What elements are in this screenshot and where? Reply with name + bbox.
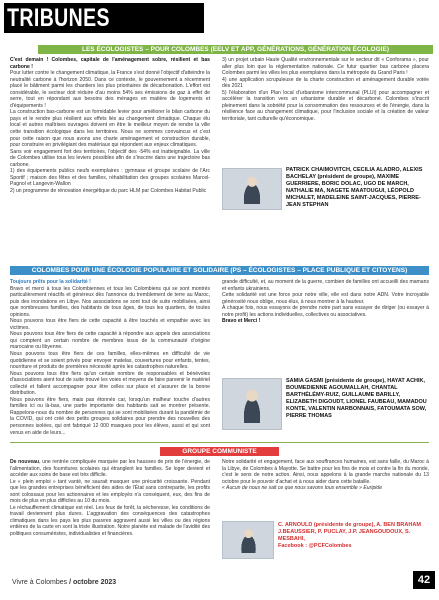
section2-right-paragraph-4: Bravo et Merci ! [222,318,261,325]
section1-left-paragraph-3: Sans voir engagement fort des territoires, l'objectif des -54% est inatteignable. La ville de Colombes utilise tous les leviers possibles afin de s'inscrire dans une trajectoire bas carbone. [10,148,210,168]
section-divider [10,442,429,443]
section1-right-paragraph-3: 5) l'élaboration d'un Plan local d'urbanisme intercommunal (PLUi) pour accompagner et accélérer la transition vers un urbanisme durable et décarboné. Colombes s'inscrit pleinement dans la sobriété pour la consommation des ressources et de l'énergie, dans la résilience face au changement climatique, pour l'inclusion sociale et la création de valeur territoriale, tant culturelle qu'économique. [222,89,429,122]
person-silhouette-icon [239,174,266,204]
section1-right-column [222,57,429,122]
section2-left-paragraph-3: Nous pouvons tous être fiers de cette capacité à répondre aux appels des associations qui comptent un certain nombre de membres issus de la communauté d'origine marocaine ou libyenne. [10,331,210,351]
section3-left-column [10,459,210,538]
footer-issue: / octobre 2023 [67,579,117,586]
section3-signature [278,522,430,550]
footer-magazine [12,579,116,586]
section3-signature-line-1: C. ARNOULD (présidente de groupe), A. BEN BRAHAM [278,522,421,528]
section1-signature: PATRICK CHAIMOVITCH, CECILIA ALADRO, ALEXIS BACHELAY (président de groupe), MAXIME GUERRIERE, BORIC DOLAC, UGO DE MARCH, NATHALIE MA, NAGETE MAATOUGUI, LÉOPOLD MICHALET, MADELEINE SAINT-JACQUES, PIERRE-JEAN STEPHAN [286,167,423,208]
section2-left-paragraph-5: Nous pouvons tous être fiers qu'un certain nombre de responsables et bénévoles d'associations aient tout de suite trouvé les voies et moyens de faire parvenir le matériel collecté et fallent accompagner pour être celles sur place et s'assurer de la bonne distribution. [10,370,210,397]
footer-magazine-name: Vivre à Colombes [12,579,68,586]
person-silhouette-icon [239,386,266,423]
section2-left-paragraph-6: Nous pouvons être fiers, mais pas étonnés car, lorsqu'un malheur touche d'autres familles ici ou là-bas, une partie importante des habitants sait se montrer présente. Rappelons-nous du nombre de personnes qui se sont mobilisées durant la pandémie de la COVID, qui ont créé des petits groupes solidaires pour prendre des nouvelles des personnes isolées, qui ont fabriqué 12 000 masques pour les élèves, aussi et qui sont venus en aide de leurs... [10,396,210,436]
section1-left-paragraph-2: La construction bas-carbone est un formidable levier pour améliorer le bilan carbone du pays et le rendre plus résilient aux effets liés au changement climatique. Chaque élu local et autres maîtrises ouvrages doivent en être le meilleur moyen de rendre la ville cette transition écologique dans les territoires. Nous ne sommes convaincus et c'est pour cette raison que nous avons une charte aménagement et construction durable, pour construire en privilégiant des matériaux qui répondent aux enjeux climatiques. [10,109,210,149]
section1-left-paragraph-1: Pour lutter contre le changement climatique, la France s'est donné l'objectif d'atteindre la neutralité carbone à l'horizon 2050. Dans ce contexte, le gouvernement a récemment placé le bâtiment parmi les chantiers les plus prioritaires de décarbonation. L'effort est considérable, le secteur doit réduire d'au moins 54% ses émissions de gaz à effet de serre, tout en répondant aux besoins des ménages en matière de logements et d'équipements ! [10,70,210,109]
section1-right-paragraph-1: 3) un projet urbain Haute Qualité environnementale sur le secteur dit « Conforama », pour aller plus loin que la réglementation nationale. Ce futur quartier bas carbone placera Colombes parmi les villes les plus exemplaires dans la métropole du Grand Paris ! [222,57,429,77]
section2-right-paragraph-3: À chaque fois, nous essayons de prendre notre part sans essayer de diriger (ou essayer à notre profit) les actions individuelles, collectives ou associatives. [222,305,429,318]
section3-left-paragraph-3: Le réchauffement climatique est réel. Les feux de forêt, la sécheresse, les conditions de travail deviennent plus dures. L'aggravation des conséquences des catastrophes climatiques dans les pays les plus pauvres aggravent aussi les villes ou des régions entières de la carte en sont la triste illustration. Notre planète est malade de l'avidité des politiques consuméristes, individualistes et financières. [10,504,210,538]
section-banner-ecologistes: LES ÉCOLOGISTES – POUR COLOMBES (EELV ET APP, GÉNÉRATIONS, GÉNÉRATION ÉCOLOGIE) [38,45,433,54]
section3-right-column [222,459,429,492]
page-title [4,3,204,33]
section2-left-paragraph-4: Nous pouvons tous être fiers de ces familles, elles-mêmes en difficulté de vie quotidienne et se soient privés pour envoyer matelas, couvertures pour enfants, tentes, nourriture et produits de premières nécessité après les catastrophes naturelles. [10,351,210,371]
section-banner-ecologie-populaire: COLOMBES POUR UNE ÉCOLOGIE POPULAIRE ET SOLIDAIRE (PS – ÉCOLOGISTES – PLACE PUBLIQUE ET CITOYENS) [10,266,429,275]
section1-left-paragraph-5: 2) un programme de rénovation énergétique du parc HLM par Colombes Habitat Public [10,187,207,194]
page-number: 42 [413,571,435,589]
section2-left-column [10,279,210,436]
group-photo-communiste [222,521,274,559]
section3-left-paragraph-2: Le « plein emploi » tant vanté, ne saurait masquer une précarité croissante. Pendant que les grandes entreprises bénéficient des aides de l'État sans contrepartie, les profits sont colossaux pour les actionnaires et les employés n'a conséquent, eux, des fins de mois de plus en plus difficiles au 10 du mois. [10,478,210,505]
group-photo-ecologie-populaire [222,378,282,430]
section2-lead: Toujours prêts pour la solidarité ! [10,279,91,285]
section2-right-column [222,279,429,325]
section3-right-paragraph-1: Notre solidarité et engagement, face aux souffrances humaines, est sans faille, du Maroc à la Libye, de Colombes à Mayotte. Se battre pour les fins de mois et contre la fin du monde, c'est le sens de notre action. Ainsi, nous appelons à la grande marche nationale du 13 octobre pour le pouvoir d'achat et à nous aider dans cette bataille. [222,459,429,485]
page-title-text: TRIBUNES [7,4,110,32]
section1-left-paragraph-4: 1) des équipements publics neufs exemplaires : gymnase et groupe scolaire de l'Arc Sportif ; maison des fêtes et des familles, réhabilitation des groupes scolaires Marcel-Pagnol et Langevin-Wallon [10,168,210,188]
section1-left-column [10,57,210,194]
section1-lead: C'est demain ! Colombes, capitale de l'aménagement sobre, résilient et bas carbone ! [10,57,210,70]
section-banner-communiste: GROUPE COMMUNISTE [160,447,279,456]
section2-right-paragraph-1: grande difficulté, et, au moment de la guerre, combien de familles ont accueilli des mamans et enfants ukrainiens. [222,279,429,292]
section2-signature: SAMIA GASMI (présidente de groupe), HAYAT ACHIK, BOUMEDIENNE AGOUMALLAH, CHANTAL BARTHÉLÉMY-RUIZ, GUILLAUME BARILLY, ELIZABETH DIGOUDT, LIONEL FAUBEAU, MAMADOU KONTE, VALENTIN NARBONNAIS, FATOUMATA SOW, PIERRE THOMAS [286,378,427,419]
section2-left-paragraph-2: Nous pouvons tous être fiers de cette capacité à être touchés et empathie avec les victimes. [10,318,210,331]
section2-left-paragraph-1: Bravo et merci à tous les Colombiennes et tous les Colombiens qui se sont montrés particulièrement réactifs et généreux dès l'annonce du tremblement de terre au Maroc, puis des inondations en Libye. Nos associations se sont tout de suite mobilisées, ainsi que nombreuses familles, des habitants de tous âges, de tous les quartiers, de toutes opinions. [10,285,210,318]
person-silhouette-icon [237,527,260,554]
group-photo-ecologistes [222,168,282,210]
section1-right-paragraph-2: 4) une application scrupuleuse de la charte construction et aménagement durable votée dès 2021 [222,76,429,90]
section3-left-paragraph-1: , une rentrée compliquée marquée par les hausses de prix de l'énergie, de l'alimentation, des fournitures scolaires qui étranglent les familles. Se loger devient et accéder aux soins de base est très difficile. [10,459,210,479]
section2-right-paragraph-2: Cette solidarité est une force pour notre ville, elle est dans notre ADN. Votre incroyable générosité nous oblige, nous élus, à nous montrer à la hauteur. [222,292,429,305]
section3-lead: De nouveau [10,459,40,465]
section3-quote: « Aucun de nous ne sait ce que nous savons tous ensemble » Euripide [222,485,383,492]
section3-signature-line-3: Facebook : @PCFColombes [278,543,352,549]
section3-signature-line-2: J.BEAUSSIER, P. PUCLAY, J.P. JEANGOUDOUX, S. MESBAHI, [278,529,411,542]
